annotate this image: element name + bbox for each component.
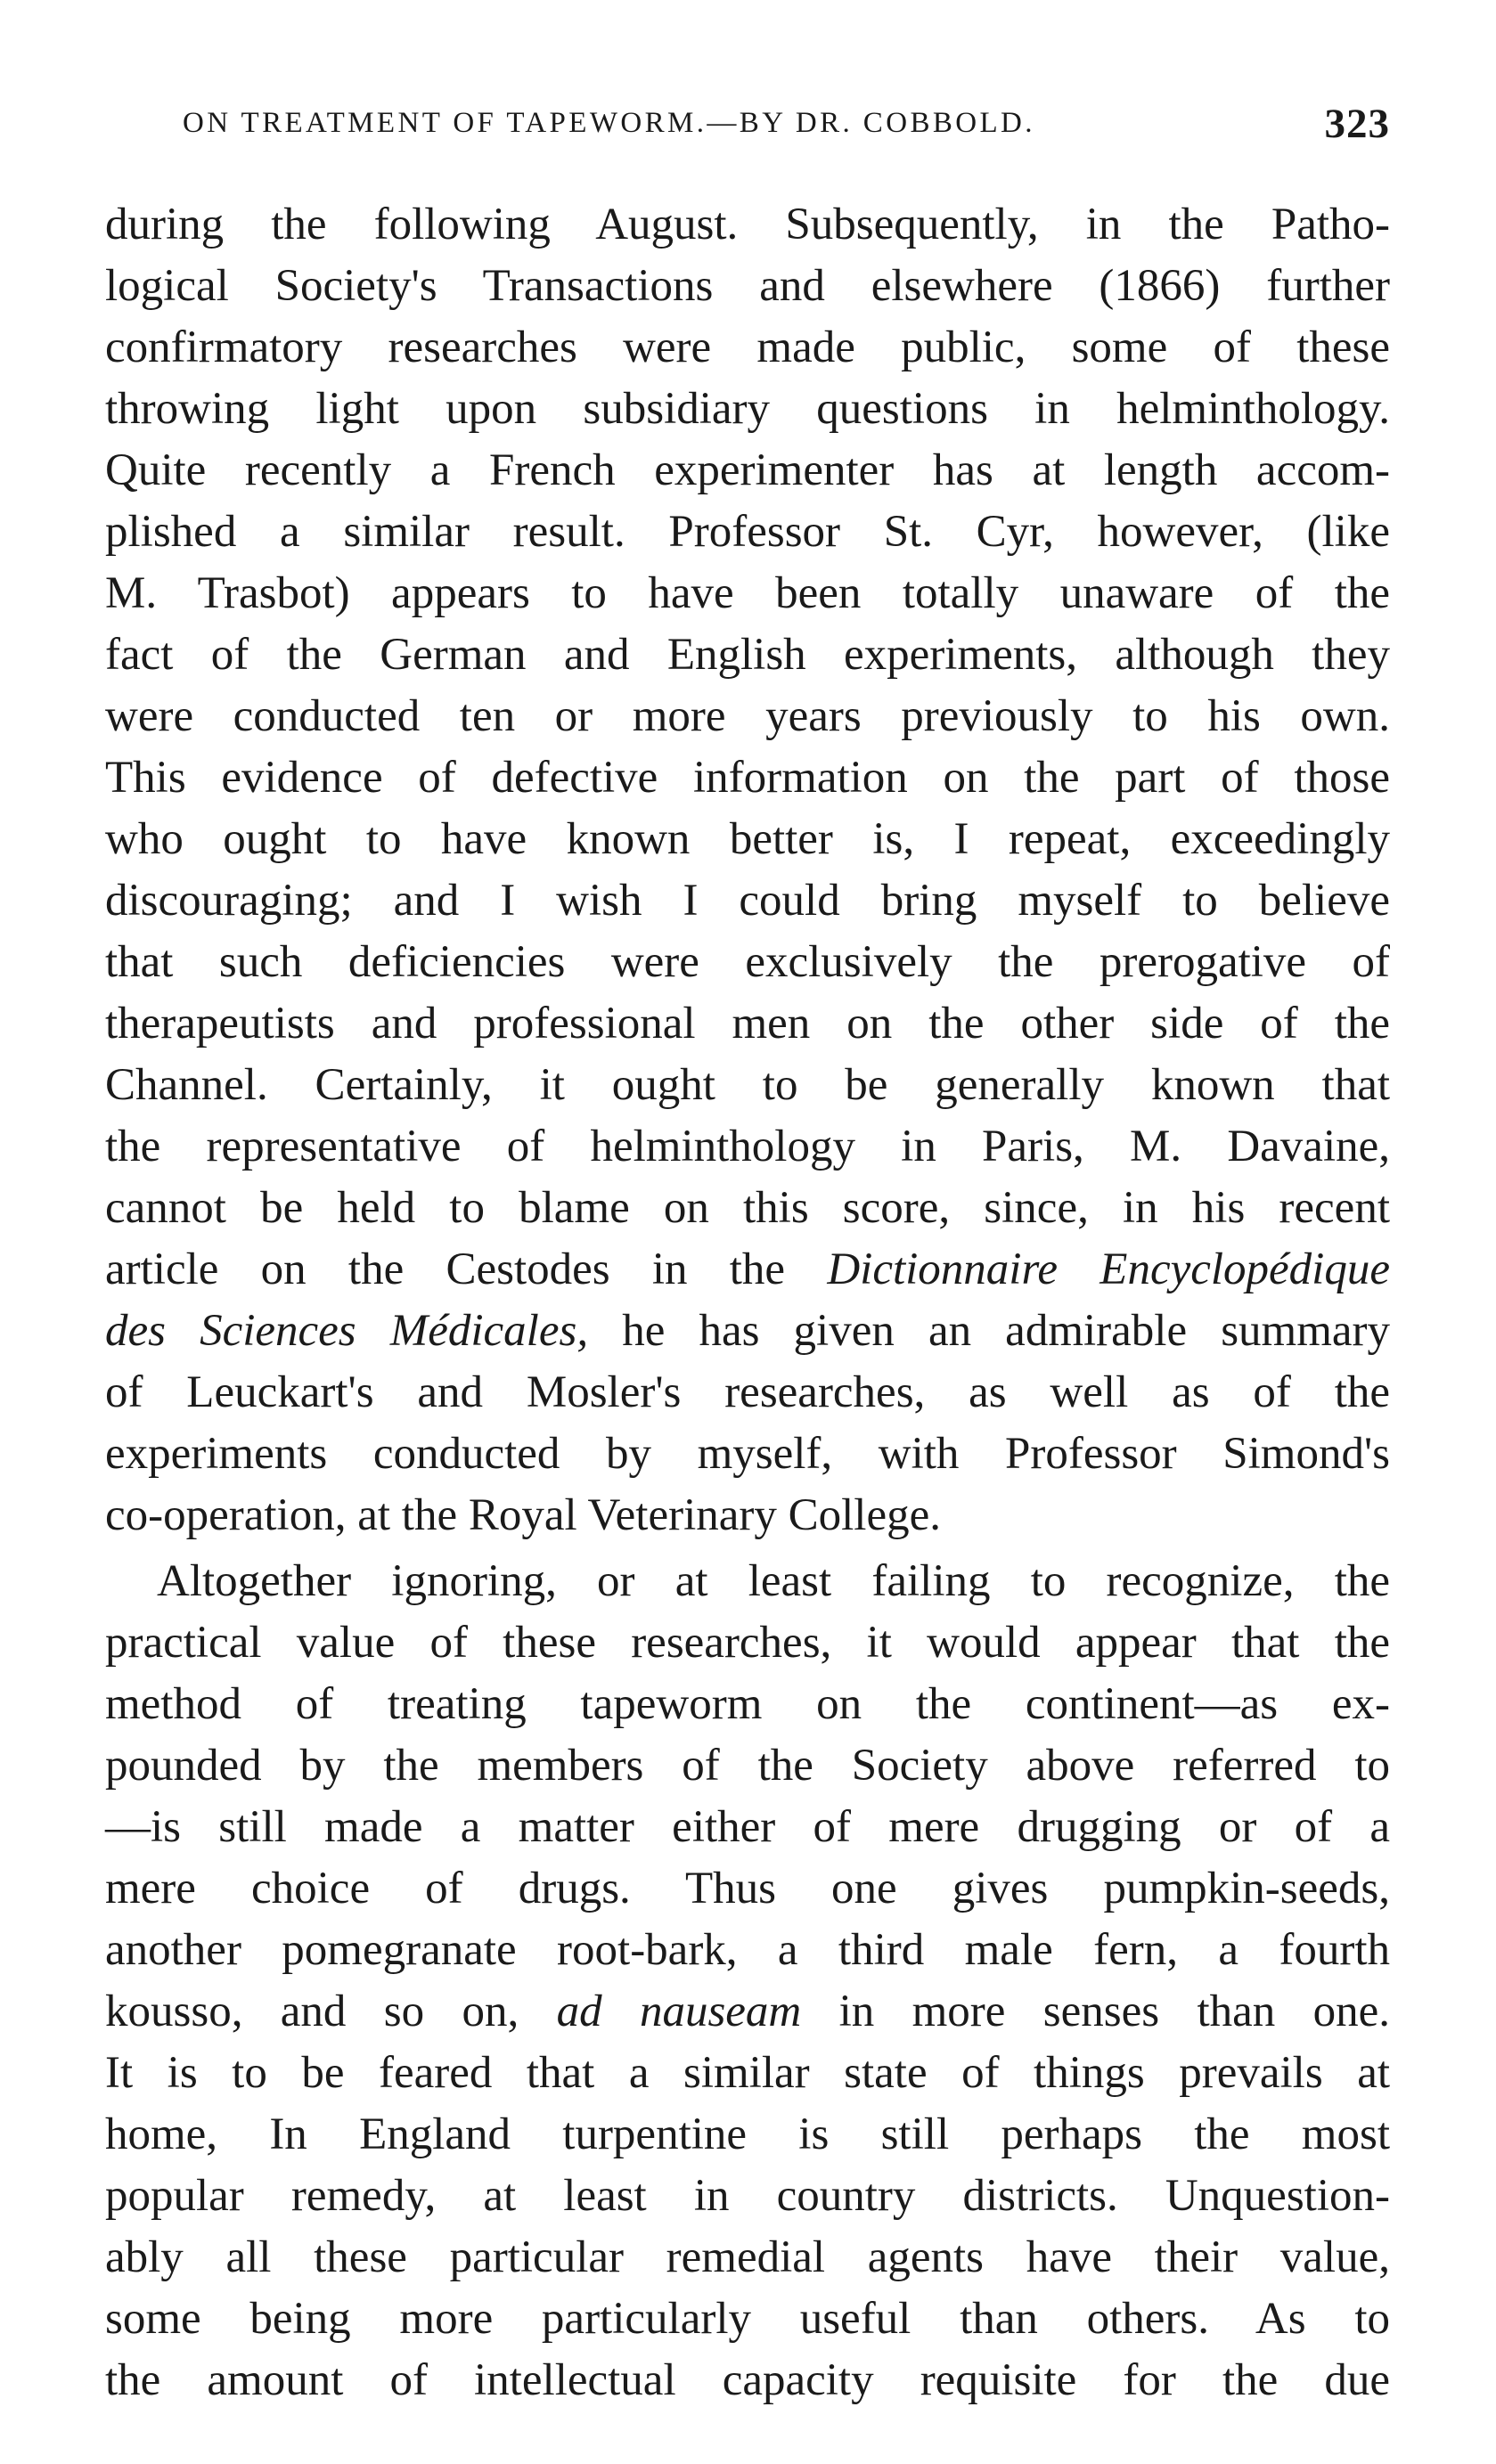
text-line: who ought to have known better is, I repeat, exceedingly (105, 814, 1390, 864)
italic-title: des Sciences Médicales, (105, 1306, 589, 1356)
italic-phrase: ad nauseam (556, 1987, 802, 2036)
text-line: Altogether ignoring, or at least failing to recognize, the (157, 1556, 1390, 1606)
text-line: that such deficiencies were exclusively the prerogative of (105, 937, 1390, 987)
text-line: This evidence of defective information on the part of those (105, 753, 1390, 803)
text-line: experiments conducted by myself, with Professor Simond's (105, 1429, 1390, 1479)
text-line: the representative of helminthology in Paris, M. Davaine, (105, 1122, 1390, 1171)
text-line: article on the Cestodes in the Dictionnaire Encyclopédique (105, 1244, 1390, 1294)
text-line: pounded by the members of the Society above referred to (105, 1741, 1390, 1791)
text-line: logical Society's Transactions and elsewhere (1866) further (105, 261, 1390, 311)
text-line: kousso, and so on, ad nauseam in more senses than one. (105, 1987, 1390, 2036)
text-line: confirmatory researches were made public, some of these (105, 322, 1390, 372)
text-line: Channel. Certainly, it ought to be generally known that (105, 1060, 1390, 1110)
text-line: of Leuckart's and Mosler's researches, as well as of the (105, 1367, 1390, 1417)
text-line: discouraging; and I wish I could bring myself to believe (105, 876, 1390, 926)
text-line: some being more particularly useful than others. As to (105, 2294, 1390, 2344)
text-line: —is still made a matter either of mere drugging or of a (105, 1802, 1390, 1852)
text-line: home, In England turpentine is still perhaps the most (105, 2109, 1390, 2159)
text-line: It is to be feared that a similar state of things prevails at (105, 2048, 1390, 2098)
text-line: another pomegranate root-bark, a third male fern, a fourth (105, 1925, 1390, 1975)
text-line: were conducted ten or more years previously to his own. (105, 691, 1390, 741)
italic-title: Dictionnaire Encyclopédique (827, 1244, 1390, 1294)
text-line: plished a similar result. Professor St. Cyr, however, (like (105, 507, 1390, 557)
running-head (107, 100, 1390, 153)
text-line: cannot be held to blame on this score, since, in his recent (105, 1183, 1390, 1233)
text-line: ably all these particular remedial agents have their value, (105, 2232, 1390, 2282)
text-line: co-operation, at the Royal Veterinary College. (105, 1490, 941, 1540)
text-line: M. Trasbot) appears to have been totally unaware of the (105, 568, 1390, 618)
running-title: ON TREATMENT OF TAPEWORM.—BY DR. COBBOLD. (183, 107, 1035, 139)
paragraph-1 (105, 194, 1390, 1546)
text-line: throwing light upon subsidiary questions in helminthology. (105, 384, 1390, 434)
text-line: Quite recently a French experimenter has at length accom- (105, 445, 1390, 495)
text-line: during the following August. Subsequently, in the Patho- (105, 200, 1390, 249)
text-line: mere choice of drugs. Thus one gives pumpkin-seeds, (105, 1864, 1390, 1913)
page-number: 323 (1324, 101, 1390, 147)
text-line: the amount of intellectual capacity requisite for the due (105, 2355, 1390, 2405)
text-line: method of treating tapeworm on the continent—as ex- (105, 1679, 1390, 1729)
text-line: des Sciences Médicales, he has given an admirable summary (105, 1306, 1390, 1356)
paragraph-2 (105, 1551, 1390, 2411)
body-text (105, 194, 1390, 2448)
text-line: fact of the German and English experiments, although they (105, 630, 1390, 680)
text-line: therapeutists and professional men on the other side of the (105, 999, 1390, 1048)
text-line: practical value of these researches, it would appear that the (105, 1618, 1390, 1668)
text-line: popular remedy, at least in country districts. Unquestion- (105, 2171, 1390, 2221)
